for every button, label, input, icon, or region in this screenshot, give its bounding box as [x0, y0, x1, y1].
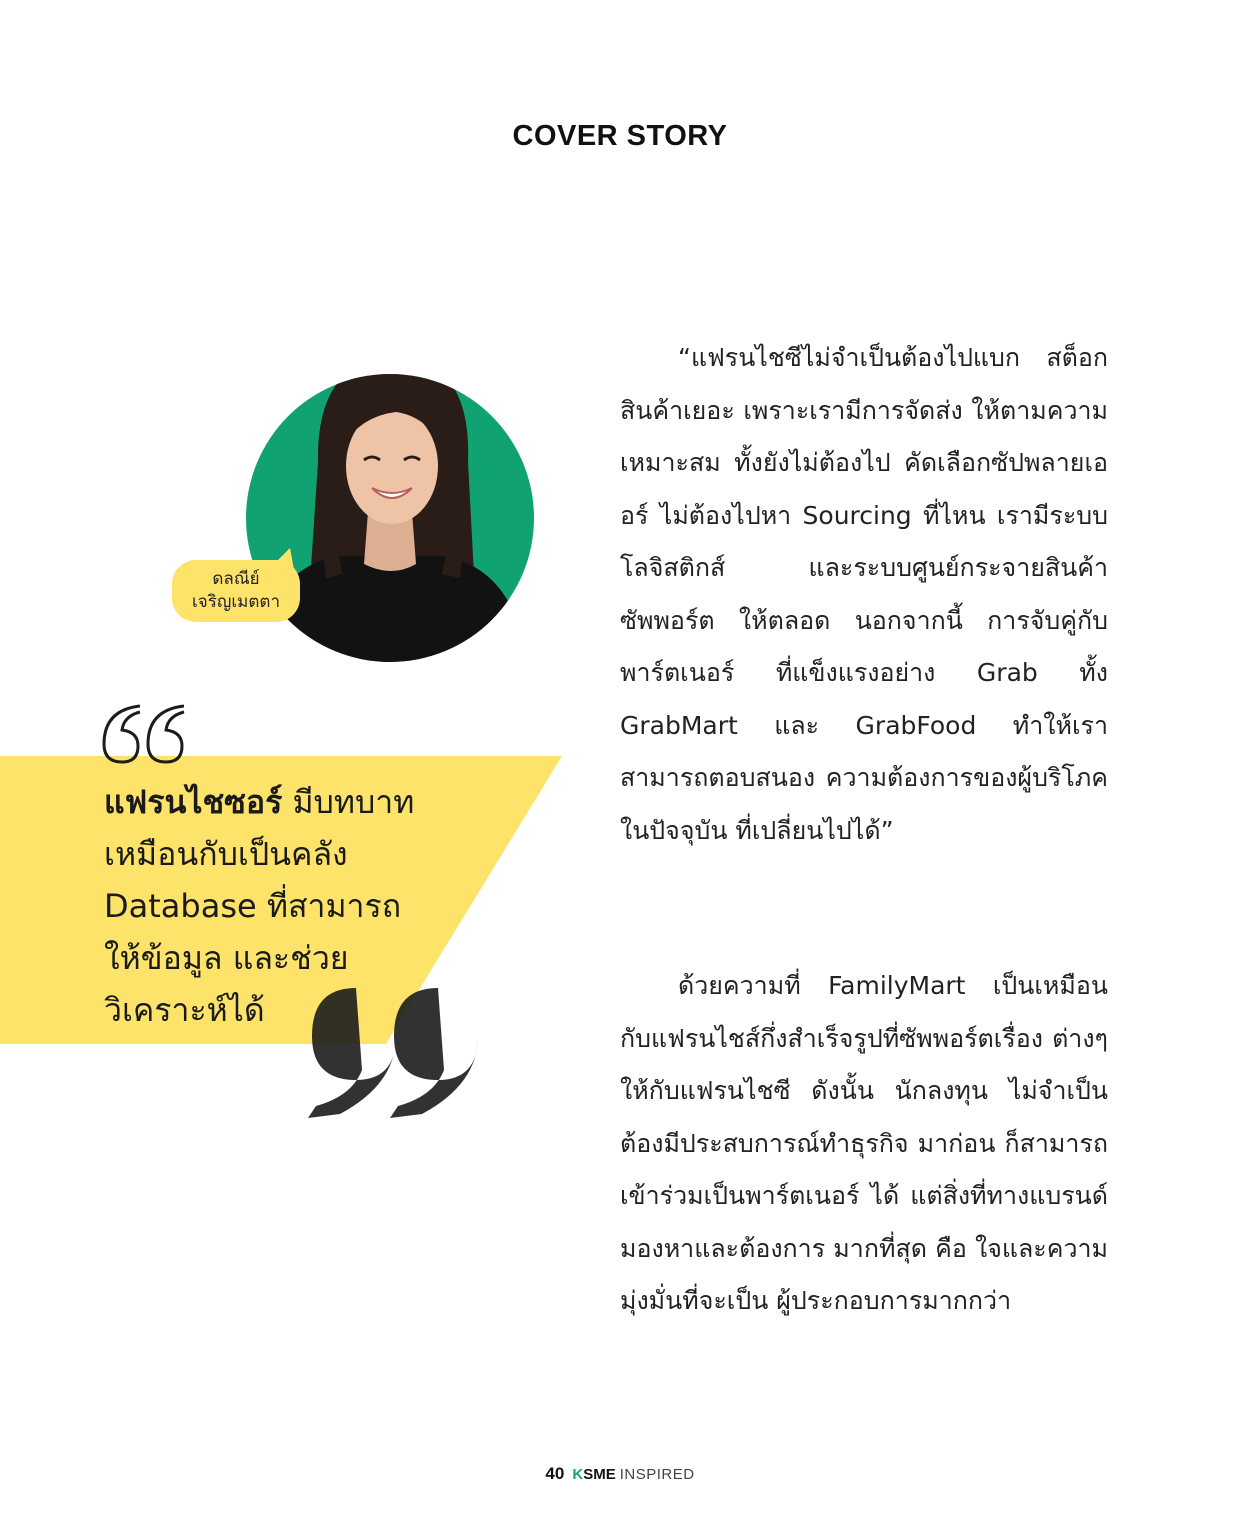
pull-quote-line-1	[104, 776, 484, 828]
pull-quote-line-3: Database ที่สามารถ	[104, 887, 402, 925]
brand-inspired: INSPIRED	[619, 1466, 695, 1483]
pull-quote-emphasis: แฟรนไชซอร์	[104, 783, 283, 821]
name-line-1: ดลณีย์	[212, 569, 260, 589]
page-footer	[0, 1464, 1240, 1484]
open-quote-icon	[104, 706, 184, 762]
article-paragraph-1: “แฟรนไชซีไม่จำเป็นต้องไปแบก สต็อกสินค้าเยอะ เพราะเรามีการจัดส่ง ให้ตามความเหมาะสม ทั้งยังไม่ต้องไป คัดเลือกซัปพลายเออร์ ไม่ต้องไปหา Sourcing ที่ไหน เรามีระบบโลจิสติกส์ และระบบศูนย์กระจายสินค้าซัพพอร์ต ให้ตลอด นอกจากนี้ การจับคู่กับพาร์ตเนอร์ ที่แข็งแรงอย่าง Grab ทั้ง GrabMart และ GrabFood ทำให้เราสามารถตอบสนอง ความต้องการของผู้บริโภคในปัจจุบัน ที่เปลี่ยนไปได้”	[620, 343, 1108, 845]
article-paragraph-2: ด้วยความที่ FamilyMart เป็นเหมือน กับแฟรนไชส์กึ่งสำเร็จรูปที่ซัพพอร์ตเรื่อง ต่างๆ ให้กับแฟรนไชซี ดังนั้น นักลงทุน ไม่จำเป็นต้องมีประสบการณ์ทำธุรกิจ มาก่อน ก็สามารถเข้าร่วมเป็นพาร์ตเนอร์ ได้ แต่สิ่งที่ทางแบรนด์มองหาและต้องการ มากที่สุด คือ ใจและความมุ่งมั่นที่จะเป็น ผู้ประกอบการมากกว่า	[620, 971, 1108, 1315]
pull-quote-line-4: ให้ข้อมูล และช่วย	[104, 939, 349, 977]
pull-quote	[104, 776, 484, 1036]
pull-quote-line-5: วิเคราะห์ได้	[104, 991, 265, 1029]
brand-k: K	[572, 1466, 584, 1483]
pull-quote-line-2: เหมือนกับเป็นคลัง	[104, 835, 348, 873]
page-number: 40	[545, 1464, 565, 1483]
section-title: COVER STORY	[512, 120, 728, 152]
name-line-2: เจริญเมตตา	[191, 592, 281, 612]
name-bubble	[172, 560, 300, 622]
brand-sme: SME	[583, 1466, 616, 1483]
pull-quote-line-1-rest: มีบทบาท	[282, 783, 415, 821]
